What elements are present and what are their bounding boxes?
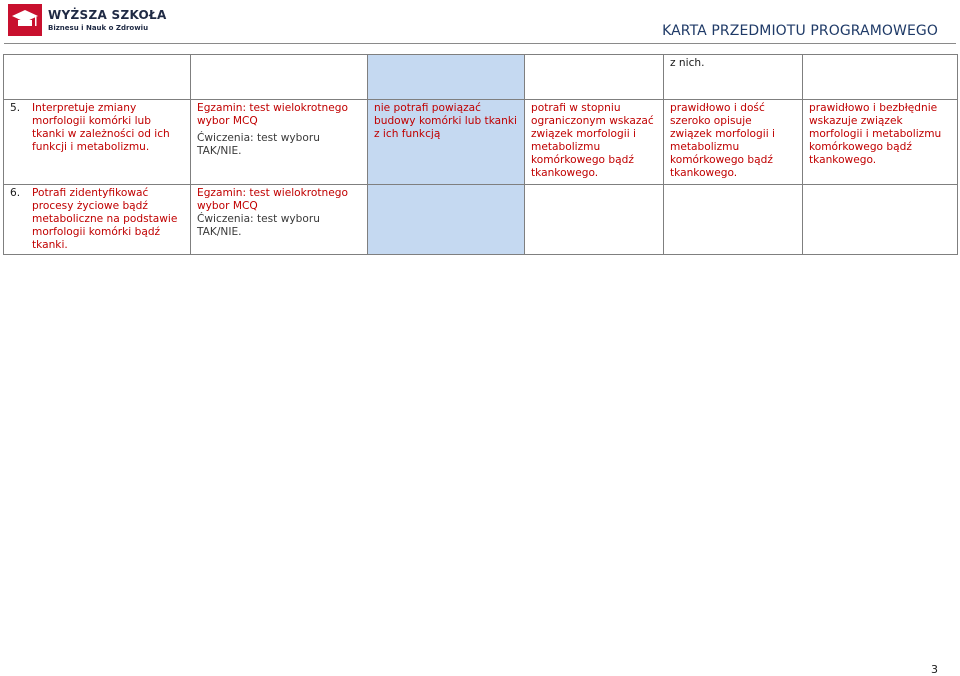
logo-emblem-icon	[8, 4, 42, 36]
table-cell-note	[664, 55, 803, 100]
classes-method: Ćwiczenia: test wyboru TAK/NIE.	[197, 132, 320, 157]
grade-5-text: prawidłowo i bezbłędnie wskazuje związek morfologii i metabolizmu komórkowego bądź tkankowego.	[809, 102, 942, 166]
exam-method: Egzamin: test wielokrotnego wybor MCQ	[197, 102, 348, 127]
outcome-text: Potrafi zidentyfikować procesy życiowe bądź metaboliczne na podstawie morfologii komórki bądź tkanki.	[32, 187, 178, 251]
verification-method-cell	[191, 100, 368, 185]
table-cell	[525, 55, 664, 100]
logo-subtitle: Biznesu i Nauk o Zdrowiu	[48, 24, 149, 32]
grade-4-cell	[664, 100, 803, 185]
grade-2-cell	[368, 185, 525, 255]
page-number: 3	[931, 663, 938, 676]
learning-outcome-cell	[4, 100, 191, 185]
header-divider	[4, 43, 956, 44]
learning-outcome-cell	[4, 185, 191, 255]
table-row	[4, 100, 958, 185]
table-row	[4, 55, 958, 100]
logo-title: WYŻSZA SZKOŁA	[48, 8, 167, 22]
grade-4-cell	[664, 185, 803, 255]
table-cell	[191, 55, 368, 100]
grade-3-text: potrafi w stopniu ograniczonym wskazać związek morfologii i metabolizmu komórkowego bądź tkankowego.	[531, 102, 654, 179]
grade-5-cell	[803, 100, 958, 185]
table-row	[4, 185, 958, 255]
verification-method-cell	[191, 185, 368, 255]
grade-3-cell	[525, 100, 664, 185]
outcome-text: Interpretuje zmiany morfologii komórki lub tkanki w zależności od ich funkcji i metabolizmu.	[32, 102, 170, 153]
grade-4-text: prawidłowo i dość szeroko opisuje związek morfologii i metabolizmu komórkowego bądź tkankowego.	[670, 102, 775, 179]
school-logo	[8, 4, 167, 38]
exam-method: Egzamin: test wielokrotnego wybor MCQ	[197, 187, 348, 212]
table-cell	[4, 55, 191, 100]
grade-3-cell	[525, 185, 664, 255]
grade-2-cell	[368, 100, 525, 185]
outcome-number: 5.	[10, 102, 21, 114]
document-title: KARTA PRZEDMIOTU PROGRAMOWEGO	[662, 23, 938, 39]
outcome-number: 6.	[10, 187, 21, 199]
table-cell	[803, 55, 958, 100]
table-cell-highlight	[368, 55, 525, 100]
grade-2-text: nie potrafi powiązać budowy komórki lub tkanki z ich funkcją	[374, 102, 517, 140]
assessment-table	[3, 54, 958, 255]
grade-5-cell	[803, 185, 958, 255]
continued-note: z nich.	[670, 57, 705, 69]
classes-method: Ćwiczenia: test wyboru TAK/NIE.	[197, 213, 320, 238]
